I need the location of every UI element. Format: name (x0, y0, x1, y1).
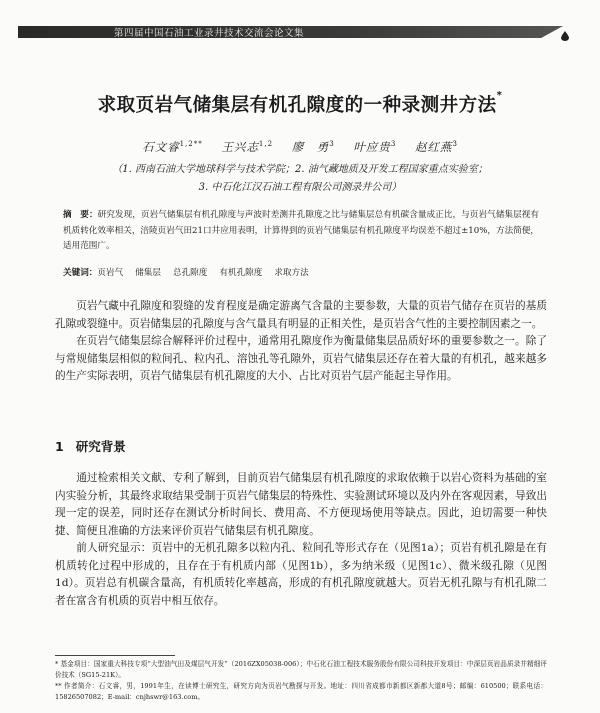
author: 廖 勇$^3$ (291, 140, 335, 154)
keyword: 求取方法 (274, 268, 309, 278)
author: 王兴志$^{1,2}$ (221, 140, 274, 154)
author: 石文睿$^{1,2**}$ (142, 140, 203, 154)
author-list (0, 139, 600, 155)
abstract (63, 208, 539, 255)
keywords-label: 关键词： (63, 268, 98, 278)
affiliation-line: （1. 西南石油大学地球科学与技术学院；2. 油气藏地质及开发工程国家重点实验室； (112, 164, 488, 175)
keywords (63, 266, 321, 278)
keyword: 有机孔隙度 (219, 268, 263, 278)
conference-banner (18, 22, 573, 42)
ink-drop-icon (561, 31, 569, 41)
background-section (55, 470, 547, 610)
banner-text: 第四届中国石油工业录井技术交流会论文集 (114, 28, 305, 39)
affiliation-line: 3. 中石化江汉石油工程有限公司测录井公司） (198, 182, 402, 193)
section-heading: 1 研究背景 (55, 439, 126, 454)
footnote-rule (55, 655, 175, 656)
keyword: 总孔隙度 (172, 268, 208, 278)
abstract-label: 摘 要： (63, 210, 98, 220)
paragraph: 前人研究显示：页岩中的无机孔隙多以粒内孔、粒间孔等形式存在（见图1a）；页岩有机孔隙是在有机质转化过程中形成的，且存在于有机质内部（见图1b），多为纳米级（见图1c）、微米级孔隙（见图1d）。页岩总有机碳含量高，有机质转化率越高，形成的有机孔隙度就越大。页岩无机孔隙与有机孔隙二者在富含有机质的页岩中相互依存。 (55, 542, 547, 607)
paragraph: 通过检索相关文献、专利了解到，目前页岩气储集层有机孔隙度的求取依赖于以岩心资料为基础的室内实验分析，其最终求取结果受制于页岩气储集层的特殊性、实验测试环境以及内外在客观因素，导致出现一定的误差，同时还存在测试分析时间长、费用高、不方便现场使用等缺点。因此，迫切需要一种快捷、简便且准确的方法来评价页岩气储集层有机孔隙度。 (55, 472, 547, 537)
abstract-text: 研究发现，页岩气储集层有机孔隙度与声波时差测井孔隙度之比与储集层总有机碳含量成正比，与页岩气储集层视有机质转化效率相关，涪陵页岩气田21口井应用表明，计算得到的页岩气储集层有机孔隙度平均误差不超过±10%，方法简便，适用范围广。 (63, 210, 539, 251)
footnote-funding: * 基金项目：国家重大科技专项“大型油气田及煤层气开发”（2016ZX05038-006）；中石化石油工程技术服务股份有限公司科技开发项目：中深层页岩品质录井精细评价技术（SG15-21K）。 (55, 660, 547, 679)
intro-section (55, 298, 547, 386)
keyword: 储集层 (135, 268, 161, 278)
paragraph: 页岩气藏中孔隙度和裂缝的发育程度是确定游离气含量的主要参数，大量的页岩气储存在页岩的基质孔隙或裂缝中。页岩储集层的孔隙度与含气量具有明显的正相关性，是页岩含气性的主要控制因素之一。 (55, 300, 547, 330)
paragraph: 在页岩气储集层综合解释评价过程中，通常用孔隙度作为衡量储集层品质好坏的重要参数之一。除了与常规储集层相似的粒间孔、粒内孔、溶蚀孔等孔隙外，页岩气储集层还存在着大量的有机孔，越来越多的生产实际表明，页岩气储集层有机孔隙度的大小、占比对页岩气层产能起主导作用。 (55, 335, 547, 382)
author: 叶应贵$^3$ (353, 140, 397, 154)
title-footnote-mark: * (496, 89, 503, 101)
author: 赵红燕$^3$ (414, 140, 458, 154)
paper-title: 求取页岩气储集层有机孔隙度的一种录测井方法* (97, 89, 503, 116)
footnote-author: ** 作者简介：石文睿，男，1991年生，在读博士研究生，研究方向为页岩气勘探与开发。地址：四川省成都市新都区新都大道8号；邮编：610500；联系电话：15826507082；E-mail：cnjhswr@163.com。 (55, 682, 547, 701)
keyword: 页岩气 (97, 268, 124, 278)
